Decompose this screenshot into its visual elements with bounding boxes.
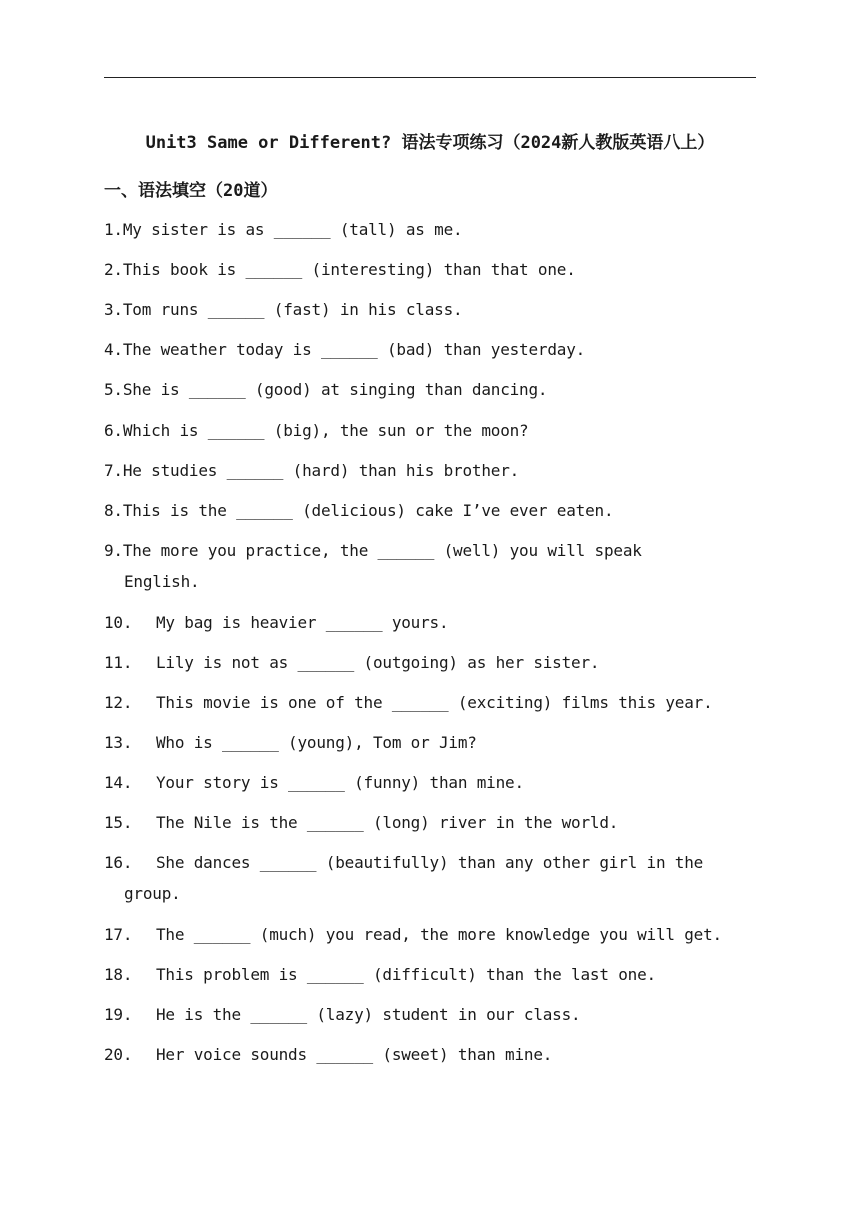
question-text: The more you practice, the ______ (well) you will speak xyxy=(122,541,642,560)
question-text: This is the ______ (delicious) cake I’ve ever eaten. xyxy=(122,501,614,520)
question-item xyxy=(104,214,764,245)
question-number: 17. xyxy=(104,925,133,944)
question-text: She is ______ (good) at singing than dancing. xyxy=(122,380,548,399)
document-title: Unit3 Same or Different? 语法专项练习（2024新人教版英语八上） xyxy=(145,133,715,153)
question-number: 16. xyxy=(104,853,133,872)
question-item xyxy=(104,607,764,638)
question-number: 7. xyxy=(104,461,123,480)
question-item xyxy=(104,727,764,758)
question-text: This book is ______ (interesting) than that one. xyxy=(122,260,576,279)
question-number: 4. xyxy=(104,340,123,359)
question-item xyxy=(104,334,764,365)
question-item xyxy=(104,687,764,718)
question-text: He studies ______ (hard) than his brother. xyxy=(122,461,520,480)
question-text: Lily is not as ______ (outgoing) as her sister. xyxy=(156,653,600,672)
question-continuation: group. xyxy=(124,884,181,903)
question-text: The Nile is the ______ (long) river in the world. xyxy=(156,813,619,832)
question-item xyxy=(104,847,764,909)
question-number: 9. xyxy=(104,541,123,560)
section-heading: 一、语法填空（20道） xyxy=(104,181,278,201)
question-number: 14. xyxy=(104,773,133,792)
question-text: Tom runs ______ (fast) in his class. xyxy=(122,300,463,319)
question-text: This problem is ______ (difficult) than the last one. xyxy=(156,965,656,984)
question-text: He is the ______ (lazy) student in our class. xyxy=(156,1005,581,1024)
question-item xyxy=(104,919,764,950)
question-number: 12. xyxy=(104,693,133,712)
question-continuation: English. xyxy=(124,572,200,591)
question-number: 11. xyxy=(104,653,133,672)
question-number: 18. xyxy=(104,965,133,984)
question-item xyxy=(104,807,764,838)
question-text: This movie is one of the ______ (exciting) films this year. xyxy=(156,693,713,712)
question-number: 10. xyxy=(104,613,133,632)
question-text: Who is ______ (young), Tom or Jim? xyxy=(156,733,477,752)
question-text: My sister is as ______ (tall) as me. xyxy=(122,220,463,239)
question-number: 6. xyxy=(104,421,123,440)
question-item xyxy=(104,1039,764,1070)
question-number: 13. xyxy=(104,733,133,752)
question-number: 20. xyxy=(104,1045,133,1064)
question-number: 19. xyxy=(104,1005,133,1024)
question-text: My bag is heavier ______ yours. xyxy=(156,613,449,632)
question-number: 5. xyxy=(104,380,123,399)
question-text: Your story is ______ (funny) than mine. xyxy=(156,773,524,792)
question-text: The ______ (much) you read, the more knowledge you will get. xyxy=(156,925,722,944)
question-item xyxy=(104,647,764,678)
question-number: 1. xyxy=(104,220,123,239)
question-text: Which is ______ (big), the sun or the moon? xyxy=(122,421,529,440)
question-number: 2. xyxy=(104,260,123,279)
question-number: 3. xyxy=(104,300,123,319)
question-number: 15. xyxy=(104,813,133,832)
question-item xyxy=(104,374,764,405)
question-number: 8. xyxy=(104,501,123,520)
question-text: She dances ______ (beautifully) than any other girl in the xyxy=(156,853,704,872)
question-item xyxy=(104,959,764,990)
question-item xyxy=(104,767,764,798)
question-item xyxy=(104,999,764,1030)
question-item xyxy=(104,415,764,446)
header-rule xyxy=(104,77,756,78)
question-item xyxy=(104,535,764,597)
question-item xyxy=(104,294,764,325)
question-text: Her voice sounds ______ (sweet) than mine. xyxy=(156,1045,553,1064)
question-item xyxy=(104,254,764,285)
question-item xyxy=(104,455,764,486)
question-text: The weather today is ______ (bad) than yesterday. xyxy=(122,340,586,359)
question-item xyxy=(104,495,764,526)
